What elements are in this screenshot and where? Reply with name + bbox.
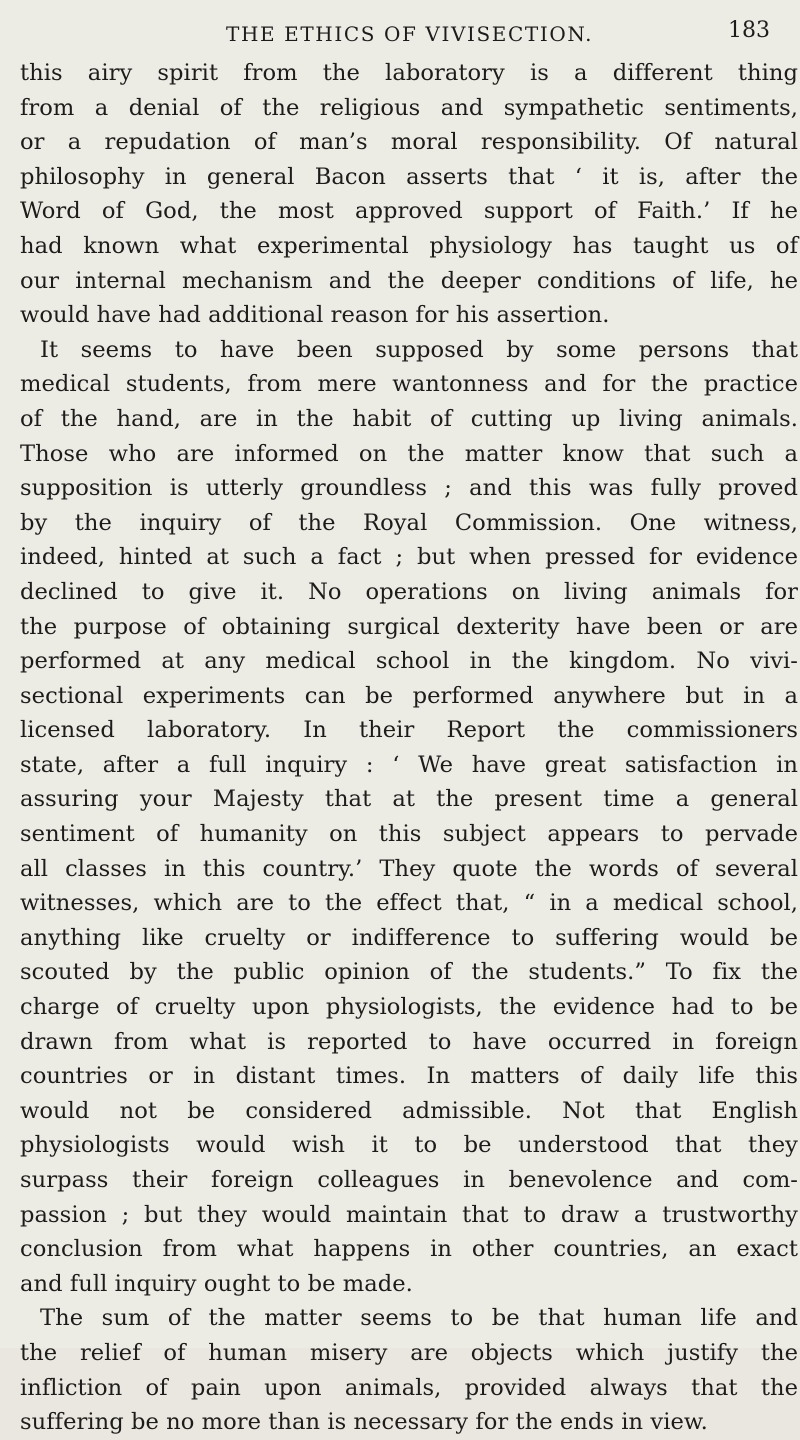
text-line: sentiment of humanity on this subject appears to pervade <box>20 821 798 848</box>
text-line: this airy spirit from the laboratory is a different thing <box>20 60 798 86</box>
text-line: Word of God, the most approved support of Faith.’ If he <box>20 198 798 225</box>
text-line: passion ; but they would maintain that to draw a trustworthy <box>20 1201 798 1228</box>
text-line: all classes in this country.’ They quote the words of several <box>20 855 798 882</box>
text-line: drawn from what is reported to have occurred in foreign <box>20 1028 798 1055</box>
text-line: of the hand, are in the habit of cutting up living animals. <box>20 405 798 432</box>
text-line: charge of cruelty upon physiologists, the evidence had to be <box>20 994 798 1021</box>
text-line: supposition is utterly groundless ; and this was fully proved <box>20 475 798 502</box>
text-line: suffering be no more than is necessary for the ends in view. <box>20 1409 708 1436</box>
text-line: and full inquiry ought to be made. <box>20 1270 413 1297</box>
text-line: by the inquiry of the Royal Commission. One witness, <box>20 509 798 536</box>
text-line: declined to give it. No operations on living animals for <box>20 578 798 605</box>
paragraph-start-line: It seems to have been supposed by some persons that <box>40 336 798 363</box>
text-line: witnesses, which are to the effect that, “ in a medical school, <box>20 890 798 917</box>
page-number: 183 <box>728 18 770 43</box>
paragraph-start-line: The sum of the matter seems to be that human life and <box>40 1305 798 1332</box>
running-head <box>0 10 800 50</box>
text-line: or a repudation of man’s moral responsibility. Of natural <box>20 129 798 156</box>
text-line: would not be considered admissible. Not that English <box>20 1097 798 1124</box>
text-line: licensed laboratory. In their Report the commissioners <box>20 717 798 744</box>
text-line: would have had additional reason for his assertion. <box>20 302 610 329</box>
text-line: conclusion from what happens in other countries, an exact <box>20 1236 798 1263</box>
text-line: medical students, from mere wantonness and for the practice <box>20 371 798 398</box>
text-line: assuring your Majesty that at the present time a general <box>20 786 798 813</box>
text-line: from a denial of the religious and sympathetic sentiments, <box>20 94 798 121</box>
text-line: surpass their foreign colleagues in benevolence and com- <box>20 1167 798 1193</box>
text-line: sectional experiments can be performed anywhere but in a <box>20 682 798 709</box>
text-line: our internal mechanism and the deeper conditions of life, he <box>20 267 798 294</box>
text-line: anything like cruelty or indifference to suffering would be <box>20 924 798 951</box>
text-line: the purpose of obtaining surgical dexterity have been or are <box>20 613 798 640</box>
text-line: philosophy in general Bacon asserts that ‘ it is, after the <box>20 163 798 190</box>
body-text <box>20 56 798 1440</box>
text-line: had known what experimental physiology has taught us of <box>20 232 798 259</box>
text-line: infliction of pain upon animals, provided always that the <box>20 1374 798 1401</box>
text-line: performed at any medical school in the kingdom. No vivi- <box>20 648 798 675</box>
text-line: physiologists would wish it to be understood that they <box>20 1132 798 1159</box>
text-line: state, after a full inquiry : ‘ We have great satisfaction in <box>20 751 798 778</box>
running-title: THE ETHICS OF VIVISECTION. <box>226 22 594 46</box>
text-line: the relief of human misery are objects which justify the <box>20 1339 798 1366</box>
text-line: indeed, hinted at such a fact ; but when pressed for evidence <box>20 544 798 571</box>
text-line: scouted by the public opinion of the students.” To fix the <box>20 959 798 986</box>
text-line: countries or in distant times. In matters of daily life this <box>20 1063 798 1090</box>
text-line: Those who are informed on the matter know that such a <box>20 440 798 467</box>
